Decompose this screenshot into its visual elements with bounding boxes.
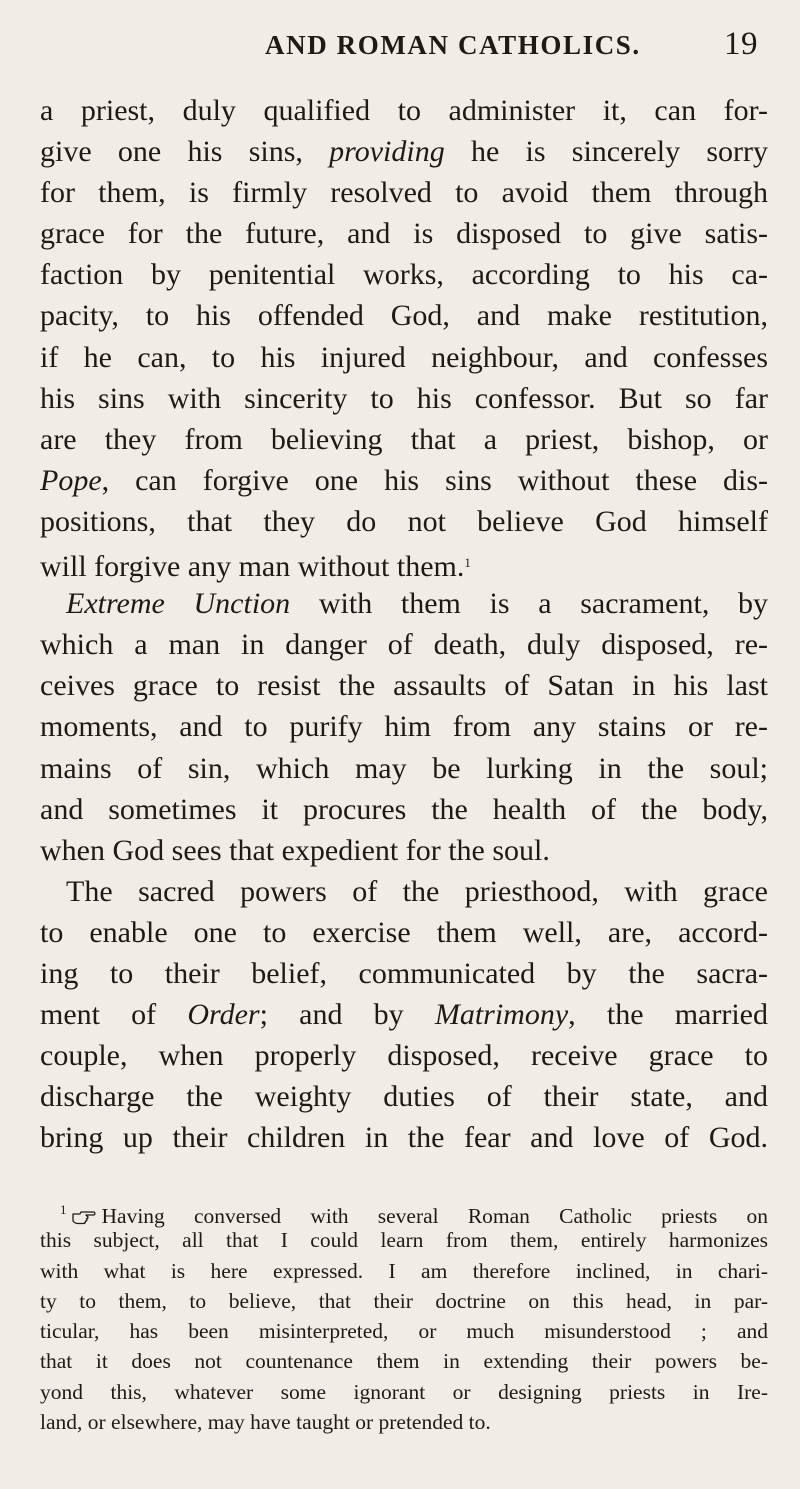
text-line (40, 131, 768, 172)
page-number: 19 (724, 26, 758, 62)
text-line: are they from believing that a priest, bishop, or (40, 422, 768, 456)
text-line (40, 542, 768, 583)
text-line: ing to their belief, communicated by the sacra- (40, 956, 768, 990)
text-line: positions, that they do not believe God himself (40, 504, 768, 538)
footnote-line: that it does not countenance them in extending their powers be- (40, 1349, 768, 1374)
text-line: to enable one to exercise them well, are, accord- (40, 915, 768, 949)
text-line (40, 583, 768, 624)
text-line: his sins with sincerity to his confessor. But so far (40, 381, 768, 415)
text-line: faction by penitential works, according to his ca- (40, 258, 768, 292)
text-line: when God sees that expedient for the soul. (40, 833, 550, 867)
text-line: grace for the future, and is disposed to give satis- (40, 217, 768, 251)
footnote-line: with what is here expressed. I am therefore inclined, in chari- (40, 1258, 768, 1283)
running-title: AND ROMAN CATHOLICS. (265, 30, 641, 60)
text-line: for them, is firmly resolved to avoid them through (40, 176, 768, 210)
text-line: a priest, duly qualified to administer it, can for- (40, 94, 768, 127)
emphasis-providing: providing (329, 135, 445, 169)
text-line: mains of sin, which may be lurking in the soul; (40, 751, 768, 785)
text-run: , the married (568, 998, 768, 1032)
text-line: and sometimes it procures the health of the body, (40, 792, 768, 826)
text-run: ment of (40, 998, 188, 1032)
emphasis-matrimony: Matrimony (434, 998, 569, 1032)
text-line (40, 994, 768, 1035)
running-head (40, 24, 760, 74)
footnote-line: this subject, all that I could learn from them, entirely harmonizes (40, 1228, 768, 1253)
emphasis-order: Order (187, 998, 260, 1032)
footnote-marker: 1 (60, 1202, 67, 1217)
emphasis-extreme-unction: Extreme Unction (66, 587, 291, 621)
footnote-line: yond this, whatever some ignorant or designing priests in Ire- (40, 1379, 768, 1404)
footnote (40, 1195, 768, 1437)
text-line: pacity, to his offended God, and make restitution, (40, 299, 768, 333)
emphasis-pope: Pope (40, 463, 102, 497)
footnote-line: land, or elsewhere, may have taught or pretended to. (40, 1410, 491, 1435)
body-text (40, 90, 768, 1158)
text-run: give one his sins, (40, 135, 330, 169)
text-line: ceives grace to resist the assaults of Satan in his last (40, 669, 768, 703)
footnote-line (40, 1195, 768, 1228)
text-run: he is sincerely sorry (444, 135, 768, 169)
footnote-line: ty to them, to believe, that their doctrine on this head, in par- (40, 1288, 768, 1313)
text-line: The sacred powers of the priesthood, with grace (66, 874, 768, 908)
text-line: if he can, to his injured neighbour, and confesses (40, 340, 768, 374)
text-line: couple, when properly disposed, receive grace to (40, 1039, 768, 1073)
text-run: ; and by (259, 998, 435, 1032)
footnote-line: ticular, has been misinterpreted, or much misunderstood ; and (40, 1319, 768, 1344)
text-run: with them is a sacrament, by (290, 587, 768, 621)
footnote-run: Having conversed with several Roman Catholic priests on (101, 1204, 768, 1228)
text-line: bring up their children in the fear and love of God. (40, 1121, 768, 1155)
text-line: which a man in danger of death, duly disposed, re- (40, 628, 768, 662)
text-run: , can forgive one his sins without these dis- (101, 463, 768, 497)
text-line: discharge the weighty duties of their state, and (40, 1080, 768, 1114)
text-line: moments, and to purify him from any stains or re- (40, 710, 768, 744)
text-line (40, 460, 768, 501)
pointing-hand-icon (72, 1209, 96, 1225)
footnote-reference[interactable]: 1 (464, 555, 471, 571)
text-run: will forgive any man without them. (40, 550, 465, 584)
